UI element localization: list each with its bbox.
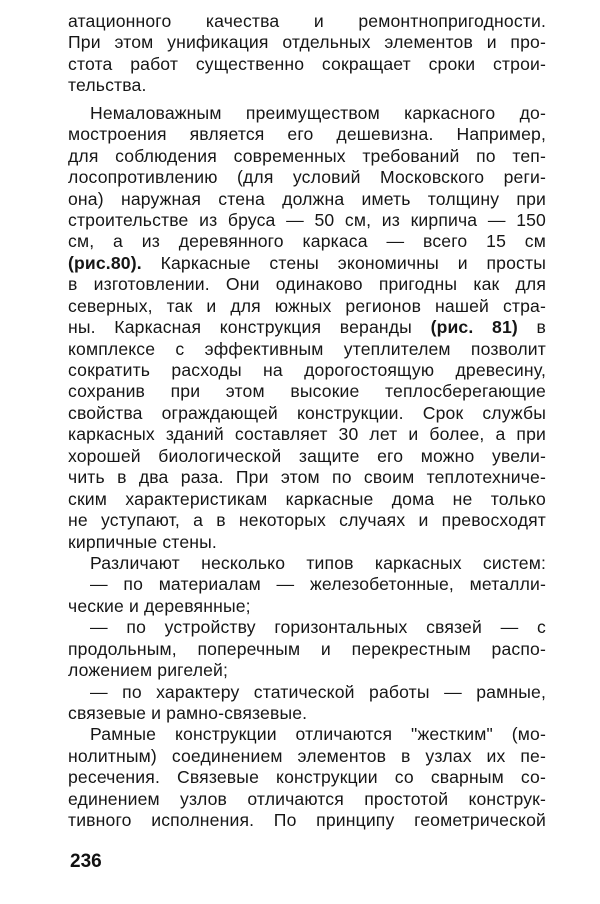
- text-line: хорошей биологической защите его можно увели-: [68, 445, 546, 466]
- text-line: продольным, поперечным и перекрестным распо-: [68, 638, 546, 659]
- text-line: строительстве из бруса — 50 см, из кирпича — 150: [68, 209, 546, 230]
- text-line: стота работ существенно сокращает сроки строи-: [68, 53, 546, 74]
- text-line: ны. Каркасная конструкция веранды (рис. 81) в: [68, 317, 546, 338]
- text-line: связевые и рамно-связевые.: [68, 703, 308, 723]
- text-line: лосопротивлению (для условий Московского реги-: [68, 167, 546, 188]
- text-line: сохранив при этом высокие теплосберегающие: [68, 381, 546, 402]
- text-line: ческие и деревянные;: [68, 595, 251, 616]
- text-line: Различают несколько типов каркасных систем:: [90, 552, 546, 573]
- list-item-line: — по характеру статической работы — рамные,: [90, 681, 546, 702]
- text-line: При этом унификация отдельных элементов и про-: [68, 32, 546, 53]
- figure-reference: (рис.80).: [68, 252, 142, 273]
- text-line: тельства.: [68, 75, 147, 96]
- figure-reference: (рис. 81): [430, 317, 518, 338]
- text-line: для соблюдения современных требований по теп-: [68, 145, 546, 166]
- body-text: [68, 11, 546, 832]
- text-line: (рис.80). Каркасные стены экономичны и просты: [68, 252, 546, 273]
- text-line: ложением ригелей;: [68, 660, 229, 681]
- list-item-line: — по устройству горизонтальных связей — с: [90, 617, 546, 638]
- text-line: атационного качества и ремонтнопригодности.: [68, 11, 546, 31]
- text-line: кирпичные стены.: [68, 531, 217, 552]
- text-line: Рамные конструкции отличаются "жестким" (мо-: [90, 724, 546, 745]
- text-line: единением узлов отличаются простотой конструк-: [68, 788, 546, 809]
- text-line: сократить расходы на дорогостоящую древесину,: [68, 360, 546, 380]
- text-line: мостроения является его дешевизна. Например,: [68, 124, 546, 145]
- text-line: комплексе с эффективным утеплителем позволит: [68, 338, 546, 359]
- text-line: ресечения. Связевые конструкции со сварным со-: [68, 767, 546, 788]
- text-line: см, а из деревянного каркаса — всего 15 см: [68, 231, 546, 252]
- text-line: чить в два раза. При этом по своим теплотехниче-: [68, 467, 546, 488]
- text-line: каркасных зданий составляет 30 лет и более, а при: [68, 424, 546, 445]
- text-line: Немаловажным преимуществом каркасного до-: [90, 102, 546, 123]
- text-line: не уступают, а в некоторых случаях и превосходят: [68, 510, 546, 531]
- text-line: северных, так и для южных регионов нашей стра-: [68, 295, 546, 316]
- text-line: тивного исполнения. По принципу геометрической: [68, 810, 546, 831]
- text-line: ским характеристикам каркасные дома не только: [68, 488, 546, 509]
- page-number: 236: [70, 851, 102, 872]
- text-line: она) наружная стена должна иметь толщину при: [68, 188, 546, 209]
- list-item-line: — по материалам — железобетонные, металли-: [90, 574, 546, 595]
- text-line: в изготовлении. Они одинаково пригодны как для: [68, 274, 546, 295]
- text-line: нолитным) соединением элементов в узлах их пе-: [68, 745, 546, 766]
- text-line: свойства ограждающей конструкции. Срок службы: [68, 402, 546, 423]
